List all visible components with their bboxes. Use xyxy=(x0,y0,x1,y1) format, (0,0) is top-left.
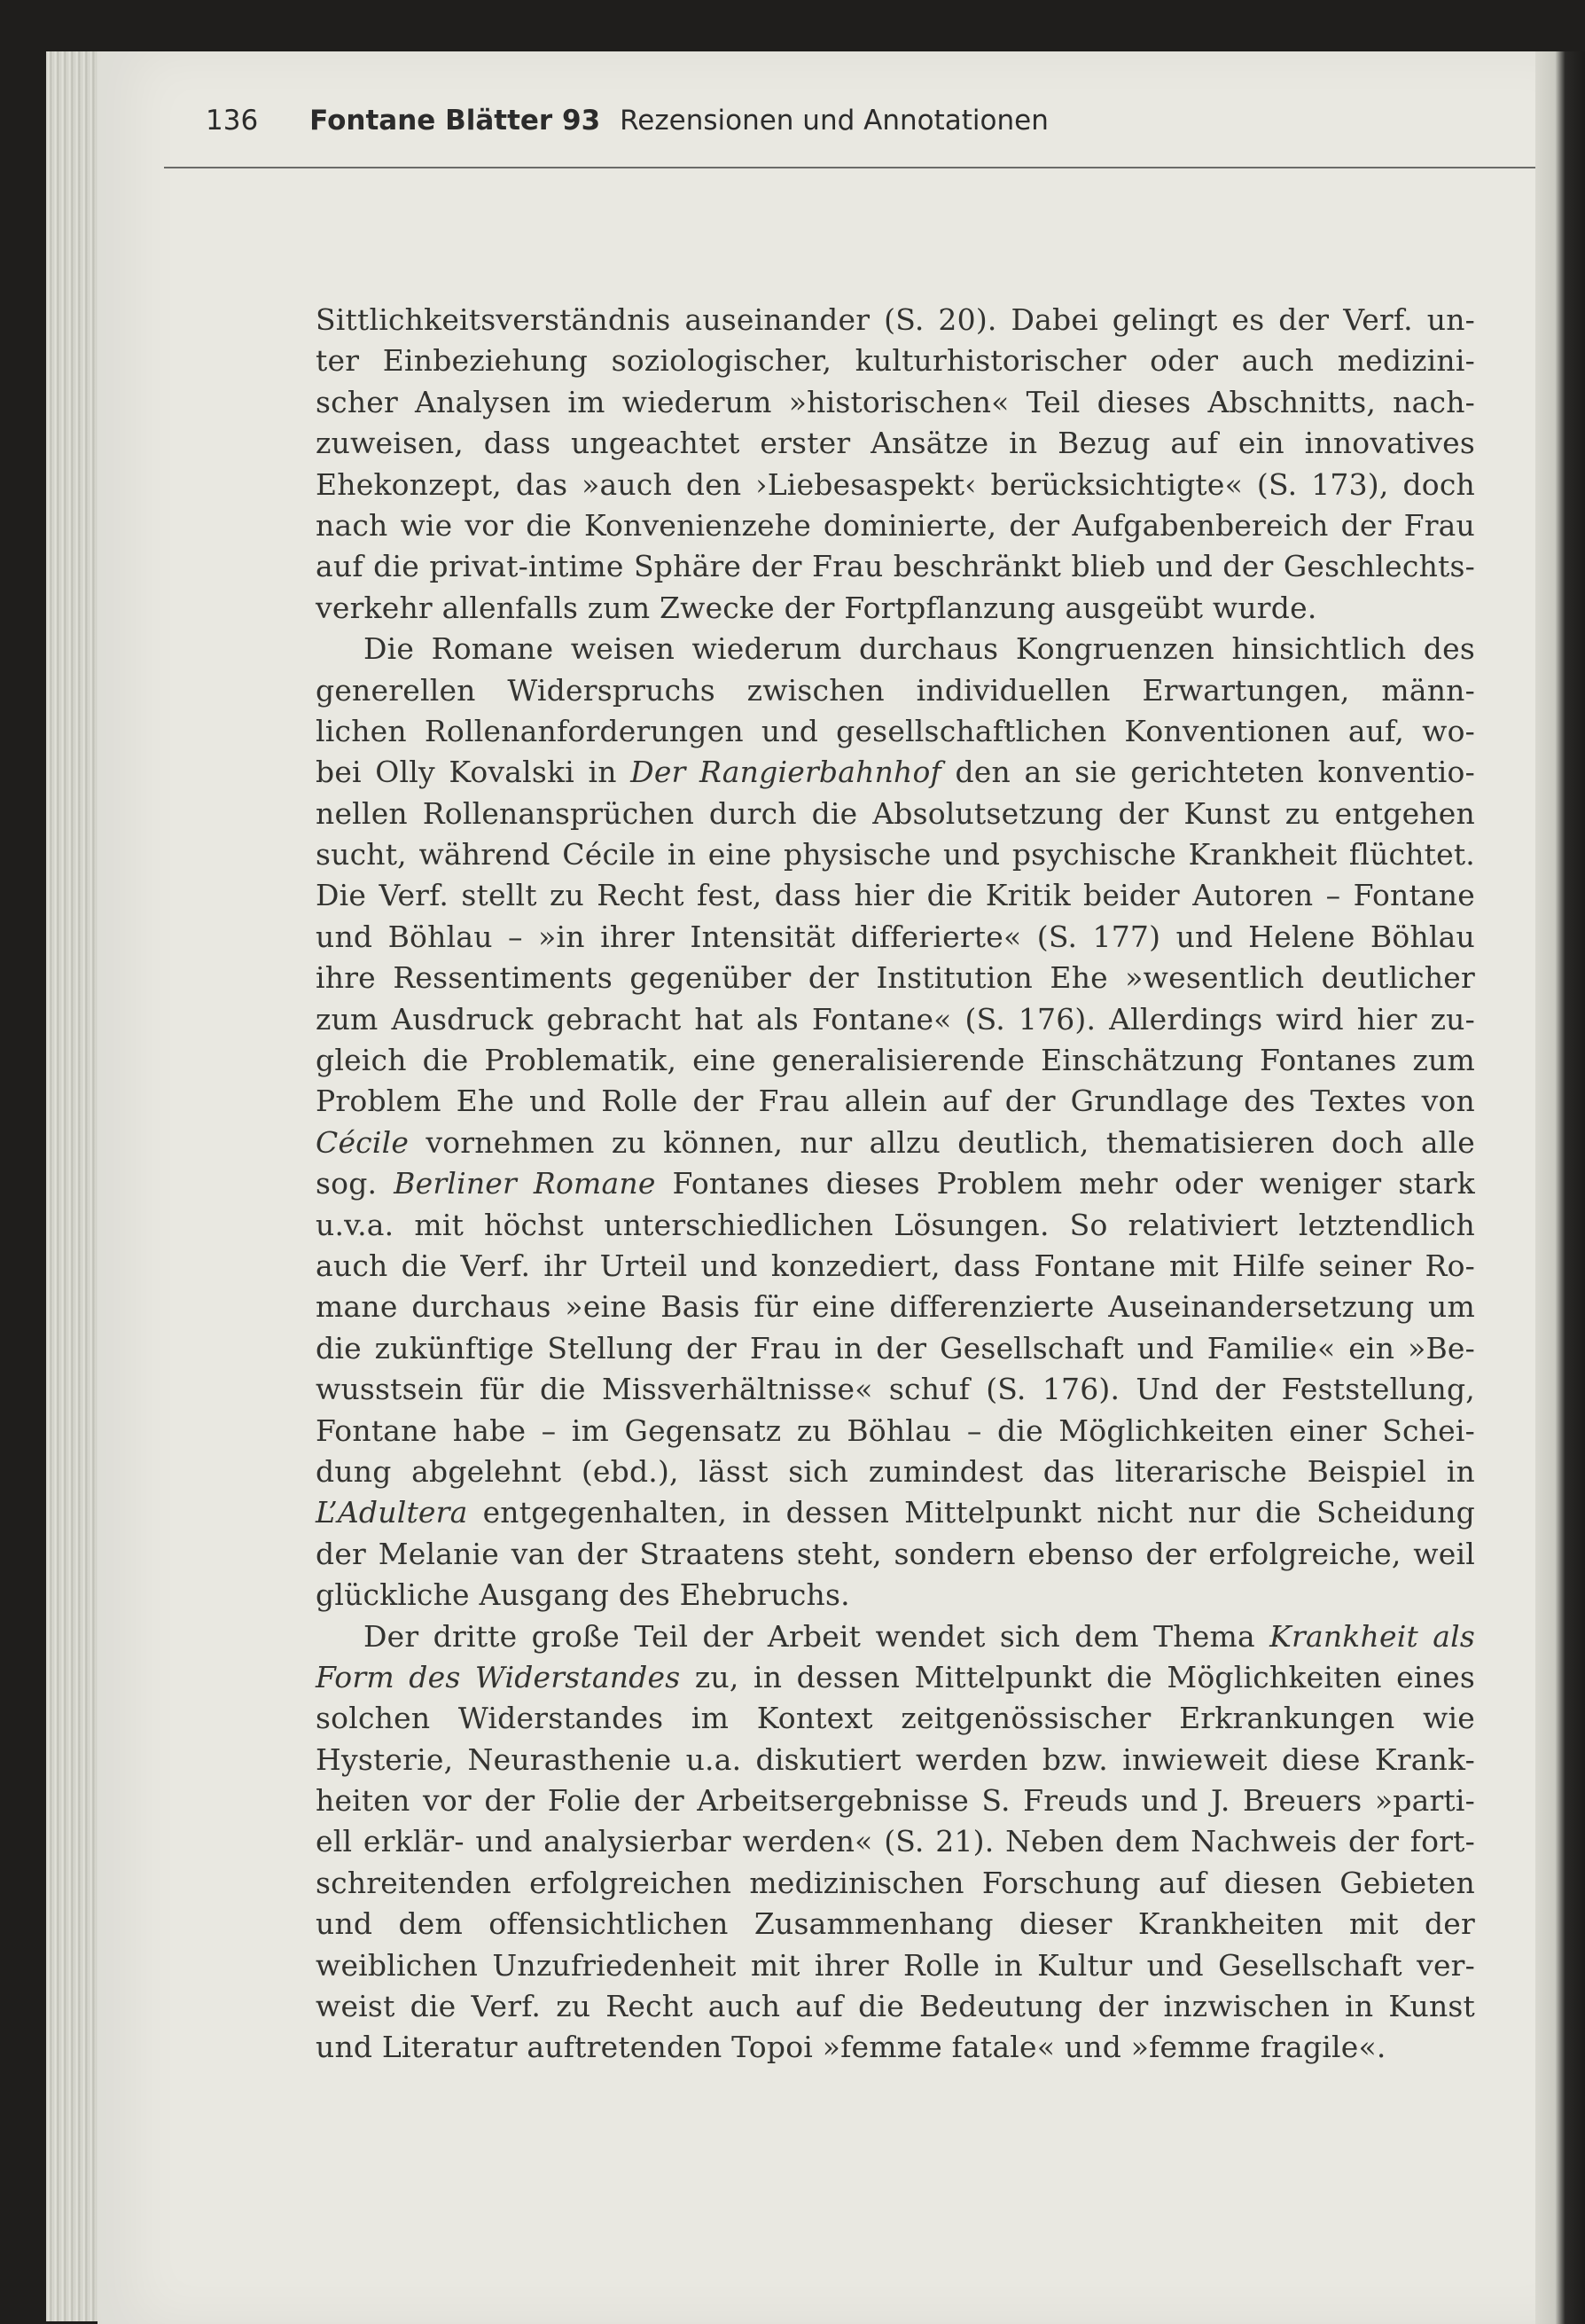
text-line: heiten vor der Folie der Arbeitsergebnisse S. Freuds und J. Breuers »parti- xyxy=(316,1783,1475,1819)
text-line: Form des Widerstandes zu, in dessen Mittelpunkt die Möglichkeiten eines xyxy=(316,1659,1475,1694)
text-line: weiblichen Unzufriedenheit mit ihrer Rolle in Kultur und Gesellschaft ver- xyxy=(316,1947,1475,1983)
page-number: 136 xyxy=(206,105,259,137)
text-line: schreitenden erfolgreichen medizinischen Forschung auf diesen Gebieten xyxy=(316,1865,1475,1900)
text-line: solchen Widerstandes im Kontext zeitgenössischer Erkrankungen wie xyxy=(316,1701,1475,1736)
section-title: Rezensionen und Annotationen xyxy=(620,105,1049,137)
text-line: Sittlichkeitsverständnis auseinander (S. 20). Dabei gelingt es der Verf. un- xyxy=(316,302,1475,337)
text-line: zum Ausdruck gebracht hat als Fontane« (S. 176). Allerdings wird hier zu- xyxy=(316,1001,1475,1037)
text-line: glückliche Ausgang des Ehebruchs. xyxy=(316,1577,850,1613)
text-line: weist die Verf. zu Recht auch auf die Bedeutung der inzwischen in Kunst xyxy=(316,1989,1475,2024)
text-line: Der dritte große Teil der Arbeit wendet sich dem Thema Krankheit als xyxy=(363,1618,1475,1654)
text-line: nach wie vor die Konvenienzehe dominierte, der Aufgabenbereich der Frau xyxy=(316,507,1475,543)
text-line: Problem Ehe und Rolle der Frau allein auf der Grundlage des Textes von xyxy=(316,1084,1475,1119)
text-line: Die Romane weisen wiederum durchaus Kongruenzen hinsichtlich des xyxy=(363,631,1475,667)
text-line: sucht, während Cécile in eine physische und psychische Krankheit flüchtet. xyxy=(316,837,1475,872)
text-line: und Literatur auftretenden Topoi »femme fatale« und »femme fragile«. xyxy=(316,2030,1386,2065)
text-line: Cécile vornehmen zu können, nur allzu deutlich, thematisieren doch alle xyxy=(316,1124,1475,1160)
paragraph xyxy=(316,629,1475,1616)
running-header xyxy=(206,105,1049,147)
body-text xyxy=(316,300,1475,2069)
text-line: verkehr allenfalls zum Zwecke der Fortpflanzung ausgeübt wurde. xyxy=(316,590,1317,625)
text-line: wusstsein für die Missverhältnisse« schuf (S. 176). Und der Feststellung, xyxy=(316,1372,1475,1407)
page-gutter xyxy=(1535,51,1585,2324)
text-line: auch die Verf. ihr Urteil und konzediert, dass Fontane mit Hilfe seiner Ro- xyxy=(316,1248,1475,1283)
text-line: lichen Rollenanforderungen und gesellschaftlichen Konventionen auf, wo- xyxy=(316,713,1475,748)
text-line: generellen Widerspruchs zwischen individuellen Erwartungen, männ- xyxy=(316,672,1475,708)
text-line: auf die privat-intime Sphäre der Frau beschränkt blieb und der Geschlechts- xyxy=(316,549,1475,584)
text-line: ter Einbeziehung soziologischer, kulturhistorischer oder auch medizini- xyxy=(316,343,1475,379)
text-line: ell erklär- und analysierbar werden« (S. 21). Neben dem Nachweis der fort- xyxy=(316,1824,1475,1859)
text-line: Ehekonzept, das »auch den ›Liebesaspekt‹ berücksichtigte« (S. 173), doch xyxy=(316,466,1475,502)
text-line: zuweisen, dass ungeachtet erster Ansätze in Bezug auf ein innovatives xyxy=(316,426,1475,461)
header-rule xyxy=(164,167,1535,168)
text-line: L’Adultera entgegenhalten, in dessen Mittelpunkt nicht nur die Scheidung xyxy=(316,1495,1475,1530)
text-line: scher Analysen im wiederum »historischen« Teil dieses Abschnitts, nach- xyxy=(316,384,1475,419)
text-line: und Böhlau – »in ihrer Intensität differierte« (S. 177) und Helene Böhlau xyxy=(316,919,1475,954)
text-line: bei Olly Kovalski in Der Rangierbahnhof den an sie gerichteten konventio- xyxy=(316,755,1475,790)
text-line: Die Verf. stellt zu Recht fest, dass hier die Kritik beider Autoren – Fontane xyxy=(316,878,1475,913)
text-line: mane durchaus »eine Basis für eine differenzierte Auseinandersetzung um xyxy=(316,1289,1475,1325)
paragraph xyxy=(316,1616,1475,2069)
text-line: der Melanie van der Straatens steht, sondern ebenso der erfolgreiche, weil xyxy=(316,1536,1475,1571)
paragraph xyxy=(316,300,1475,629)
text-line: die zukünftige Stellung der Frau in der Gesellschaft und Familie« ein »Be- xyxy=(316,1330,1475,1365)
text-line: sog. Berliner Romane Fontanes dieses Problem mehr oder weniger stark xyxy=(316,1166,1475,1201)
text-line: dung abgelehnt (ebd.), lässt sich zumindest das literarische Beispiel in xyxy=(316,1453,1475,1489)
text-line: Hysterie, Neurasthenie u.a. diskutiert werden bzw. inwieweit diese Krank- xyxy=(316,1741,1475,1777)
text-line: und dem offensichtlichen Zusammenhang dieser Krankheiten mit der xyxy=(316,1906,1475,1942)
text-line: gleich die Problematik, eine generalisierende Einschätzung Fontanes zum xyxy=(316,1043,1475,1078)
text-line: nellen Rollenansprüchen durch die Absolutsetzung der Kunst zu entgehen xyxy=(316,795,1475,831)
journal-title: Fontane Blätter 93 xyxy=(309,105,601,137)
text-line: ihre Ressentiments gegenüber der Institution Ehe »wesentlich deutlicher xyxy=(316,960,1475,996)
text-line: Fontane habe – im Gegensatz zu Böhlau – die Möglichkeiten einer Schei- xyxy=(316,1412,1475,1448)
text-line: u.v.a. mit höchst unterschiedlichen Lösungen. So relativiert letztendlich xyxy=(316,1207,1475,1242)
